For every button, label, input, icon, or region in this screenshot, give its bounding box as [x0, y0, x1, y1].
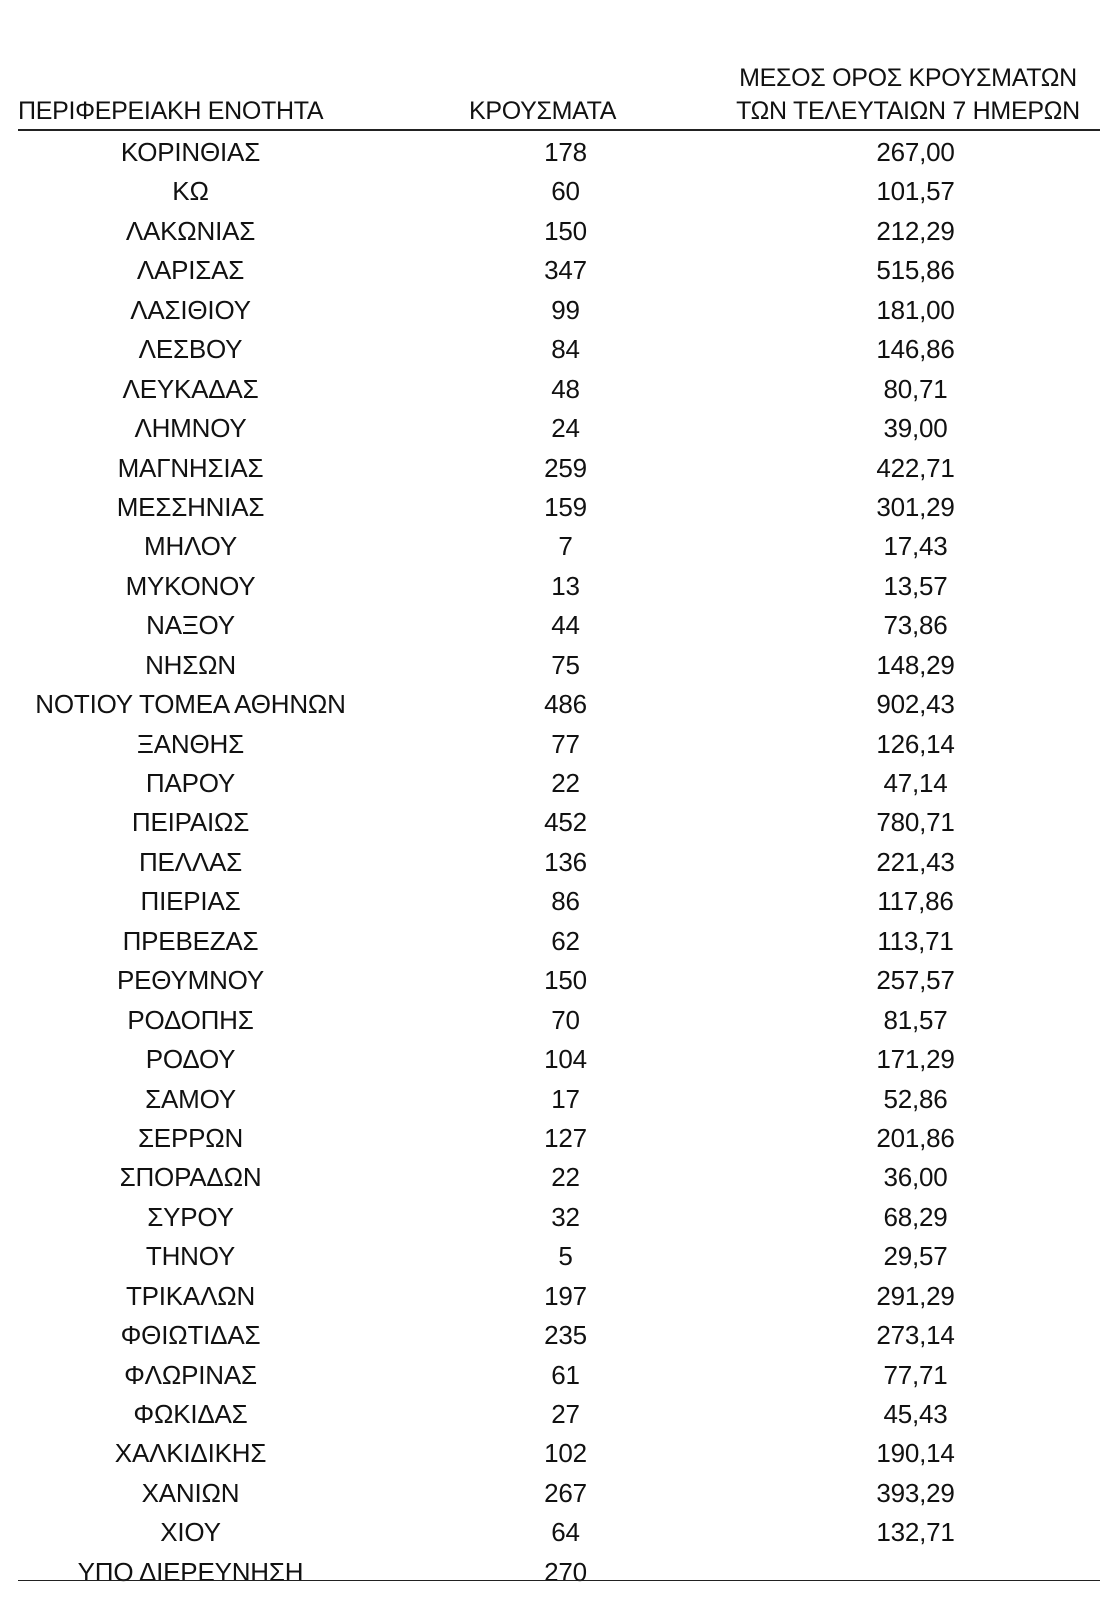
- table-row: [18, 488, 1100, 527]
- cell-region: ΝΗΣΩΝ: [145, 649, 236, 680]
- table-row: [18, 764, 1100, 803]
- cell-cases: 127: [544, 1122, 587, 1153]
- cell-region: ΝΟΤΙΟΥ ΤΟΜΕΑ ΑΘΗΝΩΝ: [35, 689, 346, 720]
- cell-cases: 32: [551, 1201, 580, 1232]
- cell-cases: 102: [544, 1438, 587, 1469]
- cell-seven-day-average: 113,71: [877, 925, 954, 956]
- cell-region: ΝΑΞΟΥ: [146, 610, 235, 641]
- cell-region: ΦΩΚΙΔΑΣ: [133, 1399, 248, 1429]
- cell-seven-day-average: 17,43: [883, 531, 948, 562]
- cell-region: ΧΑΝΙΩΝ: [141, 1477, 240, 1508]
- cell-cases: 178: [544, 137, 587, 167]
- table-row: [18, 409, 1100, 448]
- header-region: ΠΕΡΙΦΕΡΕΙΑΚΗ ΕΝΟΤΗΤΑ: [18, 97, 324, 125]
- cell-seven-day-average: 29,57: [883, 1241, 948, 1272]
- table-row: [18, 922, 1100, 961]
- cell-region: ΠΕΙΡΑΙΩΣ: [131, 807, 250, 838]
- cell-cases: 77: [551, 728, 580, 759]
- table-row: [18, 330, 1100, 369]
- table-row: [18, 1119, 1100, 1158]
- cell-cases: 84: [551, 334, 580, 365]
- table-row: [18, 646, 1100, 685]
- cell-region: ΤΗΝΟΥ: [145, 1241, 236, 1272]
- cell-region: ΜΑΓΝΗΣΙΑΣ: [117, 452, 264, 483]
- table-row: [18, 1395, 1100, 1434]
- cell-seven-day-average: 257,57: [876, 965, 955, 996]
- cell-cases: 17: [551, 1083, 580, 1114]
- cell-seven-day-average: 902,43: [876, 689, 955, 720]
- table-row: [18, 212, 1100, 251]
- cell-seven-day-average: 212,29: [876, 215, 955, 246]
- cell-region: ΦΘΙΩΤΙΔΑΣ: [120, 1320, 261, 1351]
- table-row: [18, 449, 1100, 488]
- table-row: [18, 1356, 1100, 1395]
- cell-region: ΡΟΔΟΥ: [145, 1044, 236, 1075]
- header-cases: ΚΡΟΥΣΜΑΤΑ: [469, 97, 617, 125]
- cell-seven-day-average: 39,00: [883, 413, 948, 444]
- cell-cases: 5: [558, 1241, 573, 1272]
- cell-region: ΦΛΩΡΙΝΑΣ: [124, 1359, 257, 1390]
- cell-region: ΣΥΡΟΥ: [147, 1201, 234, 1232]
- cell-cases: 136: [544, 846, 587, 877]
- cell-cases: 99: [551, 294, 580, 325]
- table-row: [18, 961, 1100, 1000]
- cell-seven-day-average: 13,57: [883, 570, 948, 601]
- table-row: [18, 172, 1100, 211]
- cell-seven-day-average: 77,71: [883, 1359, 948, 1390]
- table-row: [18, 370, 1100, 409]
- cell-cases: 7: [558, 531, 573, 562]
- cell-seven-day-average: 201,86: [876, 1122, 955, 1153]
- cell-seven-day-average: 393,29: [876, 1477, 955, 1508]
- cell-cases: 24: [551, 413, 580, 444]
- cell-cases: 452: [544, 807, 587, 838]
- cell-seven-day-average: 73,86: [883, 610, 948, 641]
- cell-seven-day-average: 117,86: [877, 886, 954, 917]
- cell-seven-day-average: 780,71: [876, 807, 955, 838]
- cell-cases: 48: [551, 373, 580, 404]
- table-row: [18, 1513, 1100, 1552]
- cell-cases: 150: [544, 965, 587, 996]
- cell-region: ΡΕΘΥΜΝΟΥ: [117, 965, 264, 996]
- table-row: [18, 133, 1100, 172]
- cell-region: ΛΑΣΙΘΙΟΥ: [130, 294, 251, 325]
- cell-seven-day-average: 146,86: [876, 334, 955, 365]
- cell-region: ΚΩ: [172, 176, 209, 207]
- cell-seven-day-average: 80,71: [883, 373, 948, 404]
- table-row: [18, 251, 1100, 290]
- table-row: [18, 1001, 1100, 1040]
- cell-seven-day-average: 47,14: [883, 768, 948, 798]
- cell-seven-day-average: 148,29: [876, 649, 955, 680]
- cell-region: ΤΡΙΚΑΛΩΝ: [125, 1280, 256, 1311]
- cell-seven-day-average: 52,86: [883, 1083, 948, 1114]
- cell-region: ΡΟΔΟΠΗΣ: [127, 1004, 254, 1035]
- cell-cases: 197: [544, 1280, 587, 1311]
- cell-region: ΧΙΟΥ: [160, 1517, 221, 1548]
- cell-seven-day-average: 515,86: [876, 255, 955, 286]
- cell-region: ΣΠΟΡΑΔΩΝ: [119, 1162, 262, 1193]
- cell-seven-day-average: 273,14: [876, 1320, 955, 1351]
- cell-region: ΠΙΕΡΙΑΣ: [140, 886, 241, 917]
- cell-seven-day-average: 267,00: [876, 137, 955, 167]
- header-seven-day-average: [718, 62, 1098, 128]
- cell-seven-day-average: 132,71: [876, 1517, 955, 1548]
- table-row: [18, 606, 1100, 645]
- cell-region: ΛΗΜΝΟΥ: [134, 413, 247, 444]
- cell-seven-day-average: 68,29: [883, 1201, 948, 1232]
- cell-cases: 486: [544, 689, 587, 720]
- table-row: [18, 291, 1100, 330]
- cell-cases: 44: [551, 610, 580, 641]
- table-row: [18, 1158, 1100, 1197]
- cell-seven-day-average: 221,43: [876, 846, 955, 877]
- table-row: [18, 1434, 1100, 1473]
- table-body: [18, 133, 1100, 1592]
- header-divider: [18, 129, 1100, 131]
- table-row: [18, 843, 1100, 882]
- cell-cases: 70: [551, 1004, 580, 1035]
- table-header: [18, 62, 1100, 132]
- table-row: [18, 882, 1100, 921]
- cell-cases: 235: [544, 1320, 587, 1351]
- cell-region: ΣΑΜΟΥ: [145, 1083, 236, 1114]
- cell-region: ΥΠΟ ΔΙΕΡΕΥΝΗΣΗ: [77, 1556, 304, 1587]
- cell-region: ΛΕΥΚΑΔΑΣ: [122, 373, 259, 404]
- cell-region: ΜΕΣΣΗΝΙΑΣ: [116, 491, 265, 522]
- cell-cases: 259: [544, 452, 587, 483]
- cell-cases: 104: [544, 1044, 587, 1075]
- cell-seven-day-average: 171,29: [876, 1044, 955, 1075]
- table-row: [18, 1237, 1100, 1276]
- cell-cases: 22: [551, 1162, 580, 1193]
- cell-cases: 22: [551, 768, 580, 798]
- table-row: [18, 685, 1100, 724]
- cell-cases: 64: [551, 1517, 580, 1548]
- table-row: [18, 1198, 1100, 1237]
- cell-cases: 27: [551, 1399, 580, 1429]
- cell-region: ΠΡΕΒΕΖΑΣ: [122, 925, 259, 956]
- cell-seven-day-average: 45,43: [883, 1399, 948, 1429]
- cell-cases: 159: [544, 491, 587, 522]
- cell-cases: 75: [551, 649, 580, 680]
- cell-region: ΜΗΛΟΥ: [144, 531, 237, 562]
- cell-region: ΛΕΣΒΟΥ: [138, 334, 243, 365]
- cell-cases: 347: [544, 255, 587, 286]
- cell-region: ΠΑΡΟΥ: [145, 768, 236, 798]
- cell-cases: 86: [551, 886, 580, 917]
- cell-region: ΛΑΡΙΣΑΣ: [136, 255, 245, 286]
- table-row: [18, 1080, 1100, 1119]
- cell-seven-day-average: 422,71: [876, 452, 955, 483]
- table-row: [18, 1277, 1100, 1316]
- table-row: [18, 1553, 1100, 1592]
- cell-cases: 267: [544, 1477, 587, 1508]
- cell-seven-day-average: 190,14: [876, 1438, 955, 1469]
- cell-seven-day-average: 101,57: [876, 176, 955, 207]
- cell-region: ΛΑΚΩΝΙΑΣ: [125, 215, 256, 246]
- table-row: [18, 1316, 1100, 1355]
- cell-seven-day-average: 181,00: [876, 294, 955, 325]
- table-row: [18, 1474, 1100, 1513]
- cell-cases: 13: [551, 570, 580, 601]
- cell-region: ΠΕΛΛΑΣ: [138, 846, 243, 877]
- cell-cases: 61: [551, 1359, 580, 1390]
- cell-region: ΣΕΡΡΩΝ: [137, 1122, 244, 1153]
- cell-region: ΞΑΝΘΗΣ: [137, 728, 244, 759]
- table-row: [18, 567, 1100, 606]
- cell-seven-day-average: 301,29: [876, 491, 955, 522]
- table-row: [18, 725, 1100, 764]
- cell-region: ΧΑΛΚΙΔΙΚΗΣ: [114, 1438, 267, 1469]
- table-row: [18, 803, 1100, 842]
- table-row: [18, 1040, 1100, 1079]
- table-row: [18, 527, 1100, 566]
- cell-seven-day-average: 81,57: [883, 1004, 948, 1035]
- cell-region: ΜΥΚΟΝΟΥ: [125, 570, 256, 601]
- cell-seven-day-average: 126,14: [876, 728, 955, 759]
- cell-seven-day-average: 291,29: [876, 1280, 955, 1311]
- header-average-line-1: ΜΕΣΟΣ ΟΡΟΣ ΚΡΟΥΣΜΑΤΩΝ: [739, 64, 1077, 92]
- cell-cases: 150: [544, 215, 587, 246]
- cell-cases: 60: [551, 176, 580, 207]
- cell-cases: 62: [551, 925, 580, 956]
- header-average-line-2: ΤΩΝ ΤΕΛΕΥΤΑΙΩΝ 7 ΗΜΕΡΩΝ: [736, 97, 1080, 125]
- cell-cases: 270: [544, 1556, 587, 1587]
- cell-region: ΚΟΡΙΝΘΙΑΣ: [120, 137, 261, 167]
- table-bottom-divider: [18, 1580, 1100, 1581]
- cell-seven-day-average: 36,00: [883, 1162, 948, 1193]
